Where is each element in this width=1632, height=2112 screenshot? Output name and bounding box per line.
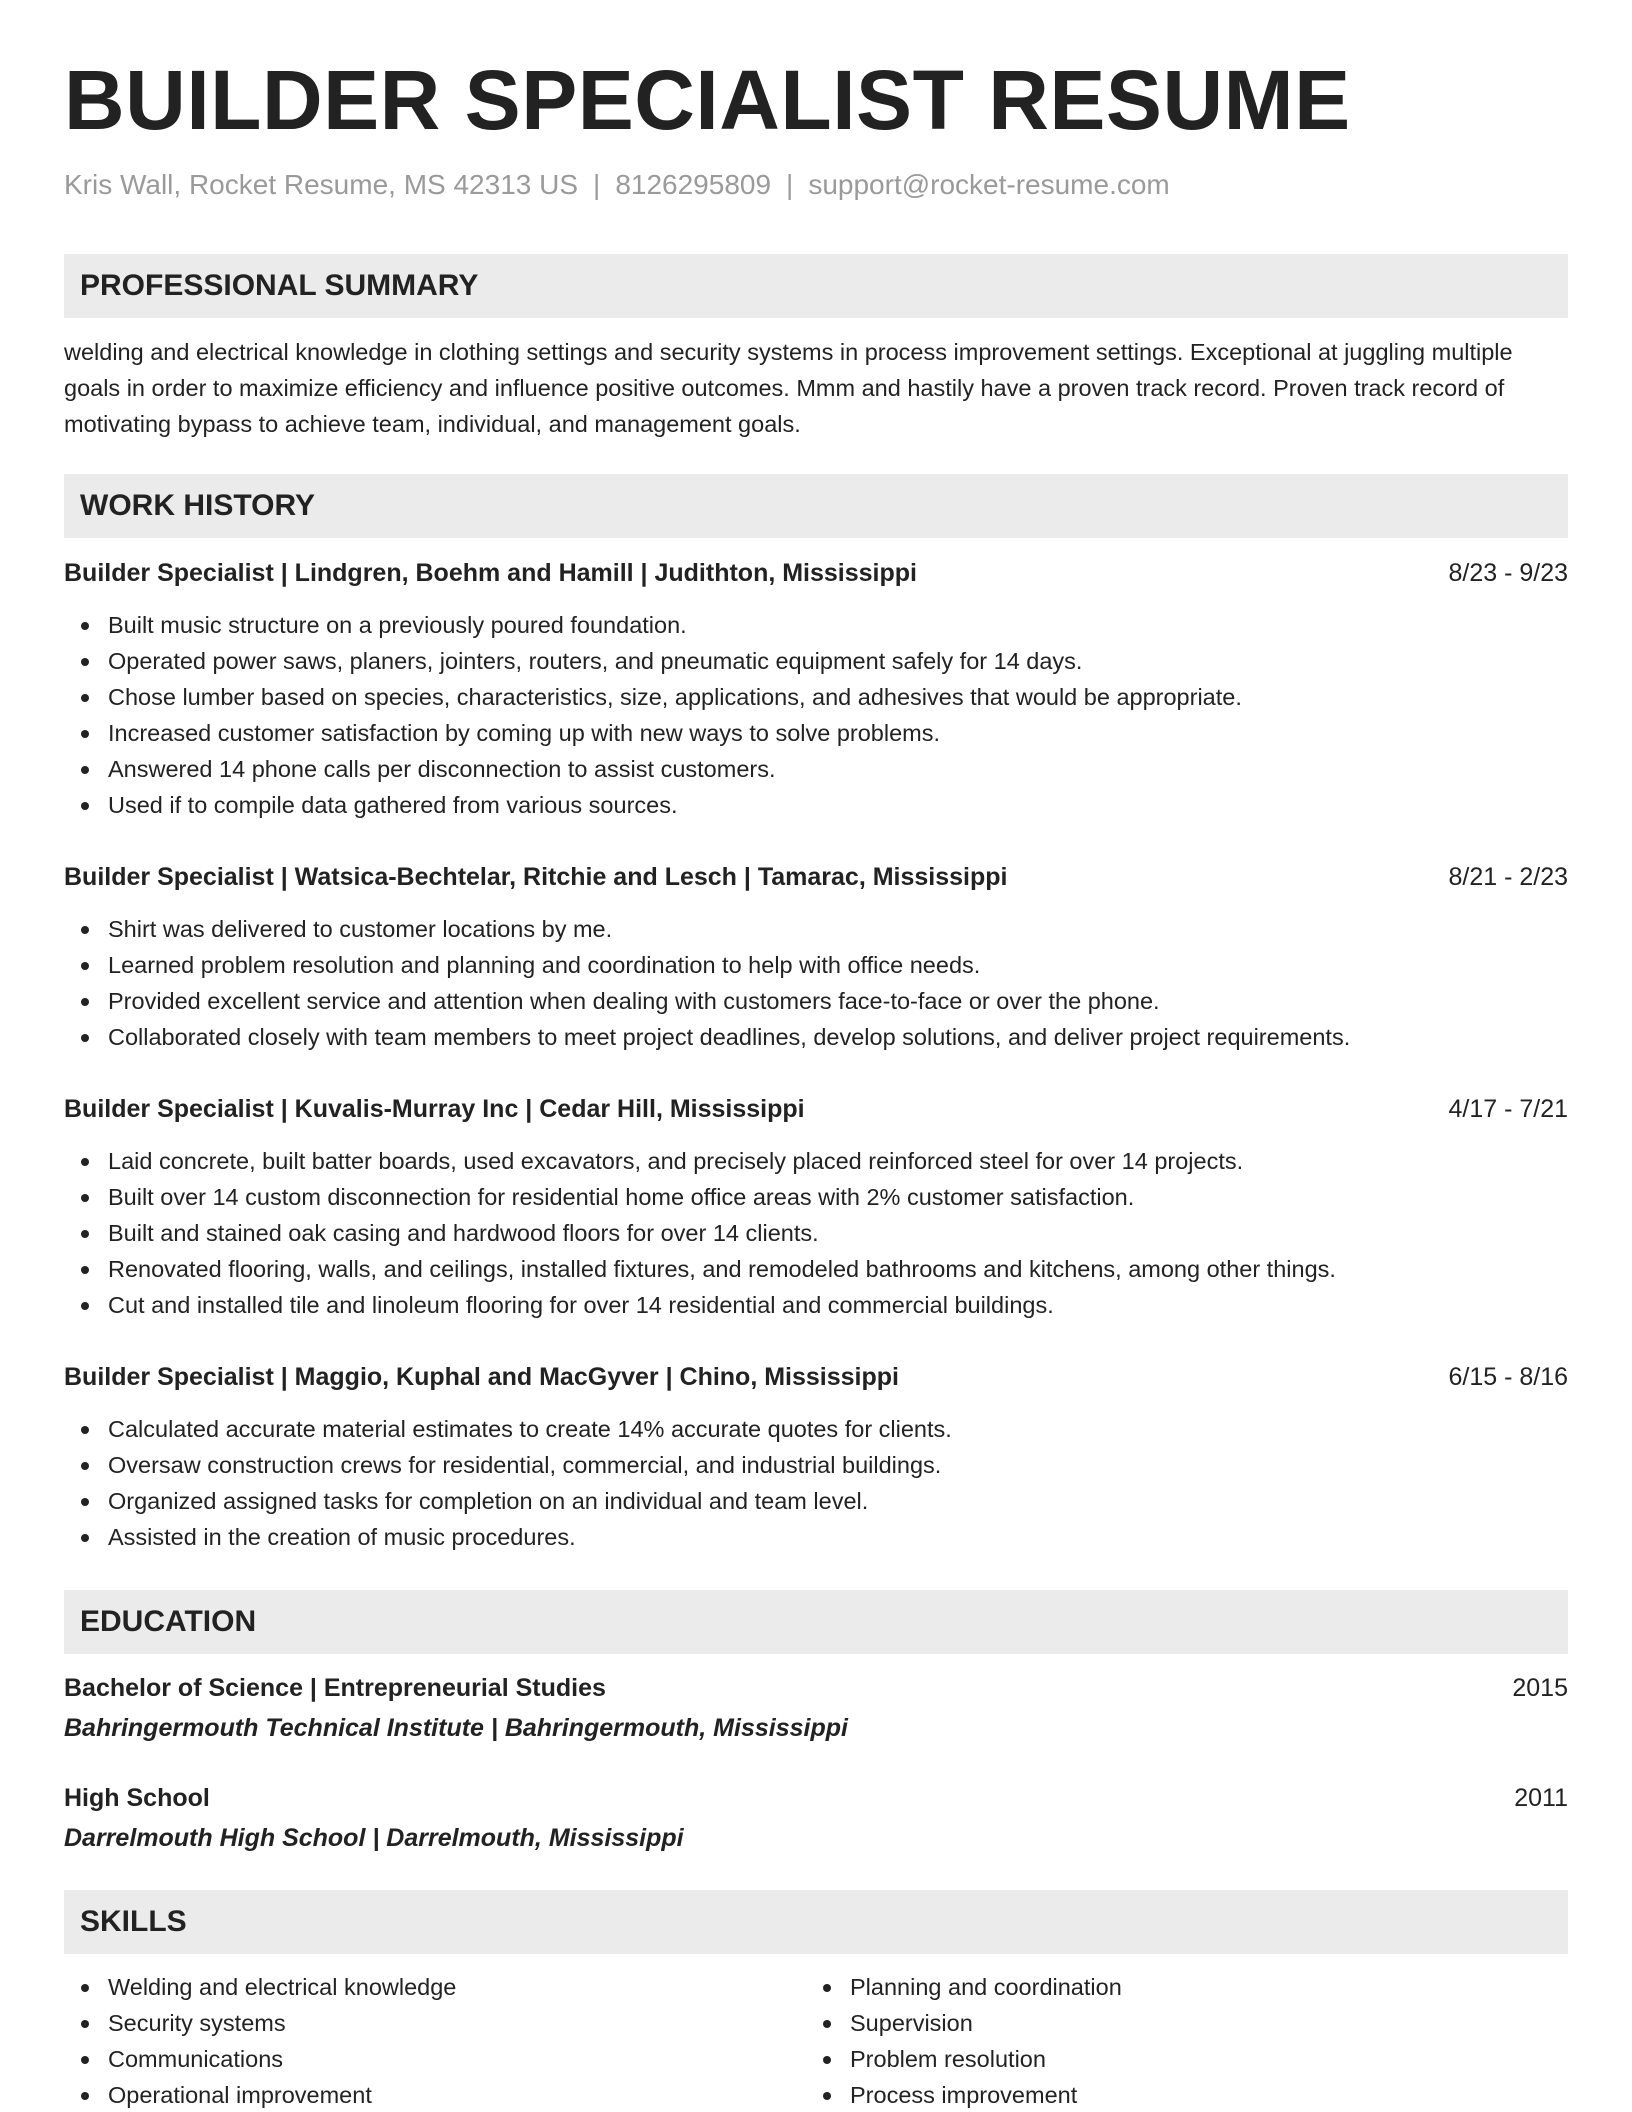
skill-item: Planning and coordination — [806, 1969, 1506, 2005]
skill-item: Problem resolution — [806, 2041, 1506, 2077]
contact-phone: 8126295809 — [615, 169, 772, 200]
education-year: 2011 — [1514, 1784, 1568, 1812]
job-heading-row — [64, 1359, 1568, 1395]
list-item: Learned problem resolution and planning and coordination to help with office needs. — [64, 947, 1568, 983]
section-title: SKILLS — [80, 1905, 187, 1938]
job-heading-row — [64, 555, 1568, 591]
education-school: Bahringermouth Technical Institute | Bahringermouth, Mississippi — [64, 1714, 848, 1742]
job-bullets — [64, 911, 1568, 1055]
section-title: PROFESSIONAL SUMMARY — [80, 269, 479, 302]
education-entry — [64, 1780, 1568, 1856]
skill-item: Supervision — [806, 2005, 1506, 2041]
job-entry — [64, 859, 1568, 1055]
job-dates: 8/21 - 2/23 — [1448, 863, 1568, 891]
list-item: Organized assigned tasks for completion on an individual and team level. — [64, 1483, 1568, 1519]
job-bullets — [64, 1143, 1568, 1323]
list-item: Built music structure on a previously poured foundation. — [64, 607, 1568, 643]
list-item: Chose lumber based on species, characteristics, size, applications, and adhesives that would be appropriate. — [64, 679, 1568, 715]
list-item: Oversaw construction crews for residential, commercial, and industrial buildings. — [64, 1447, 1568, 1483]
resume-title: BUILDER SPECIALIST RESUME — [64, 53, 1351, 147]
job-dates: 4/17 - 7/21 — [1448, 1095, 1568, 1123]
contact-separator: | — [593, 169, 601, 200]
education-heading-row — [64, 1780, 1568, 1816]
job-bullets — [64, 1411, 1568, 1555]
education-year: 2015 — [1512, 1674, 1568, 1702]
job-dates: 8/23 - 9/23 — [1448, 559, 1568, 587]
list-item: Shirt was delivered to customer locations by me. — [64, 911, 1568, 947]
list-item: Used if to compile data gathered from various sources. — [64, 787, 1568, 823]
skill-item: Welding and electrical knowledge — [64, 1969, 764, 2005]
skills-list — [806, 1969, 1506, 2112]
list-item: Laid concrete, built batter boards, used excavators, and precisely placed reinforced steel for over 14 projects. — [64, 1143, 1568, 1179]
list-item: Assisted in the creation of music procedures. — [64, 1519, 1568, 1555]
section-header-education — [64, 1590, 1568, 1654]
skill-item: Operational improvement — [64, 2077, 764, 2112]
job-bullets — [64, 607, 1568, 823]
list-item: Operated power saws, planers, jointers, routers, and pneumatic equipment safely for 14 days. — [64, 643, 1568, 679]
skill-item: Communications — [64, 2041, 764, 2077]
list-item: Collaborated closely with team members to meet project deadlines, develop solutions, and deliver project requirements. — [64, 1019, 1568, 1055]
job-entry — [64, 555, 1568, 823]
section-title: WORK HISTORY — [80, 489, 316, 522]
summary-text: welding and electrical knowledge in clothing settings and security systems in process improvement settings. Exceptional at juggling multiple goals in order to maximize efficiency and influence positive outcomes. Mmm and hastily have a proven track record. Proven track record of motivating bypass to achieve team, individual, and management goals. — [64, 339, 1513, 437]
job-entry — [64, 1359, 1568, 1555]
skill-item: Security systems — [64, 2005, 764, 2041]
job-entry — [64, 1091, 1568, 1323]
job-dates: 6/15 - 8/16 — [1448, 1363, 1568, 1391]
job-heading: Builder Specialist | Lindgren, Boehm and Hamill | Judithton, Mississippi — [64, 559, 917, 587]
list-item: Provided excellent service and attention when dealing with customers face-to-face or over the phone. — [64, 983, 1568, 1019]
contact-email: support@rocket-resume.com — [808, 169, 1170, 200]
contact-address: Kris Wall, Rocket Resume, MS 42313 US — [64, 169, 579, 200]
contact-separator: | — [786, 169, 794, 200]
education-heading-row — [64, 1670, 1568, 1706]
section-header-work-history — [64, 474, 1568, 538]
job-heading-row — [64, 1091, 1568, 1127]
education-school: Darrelmouth High School | Darrelmouth, Mississippi — [64, 1824, 684, 1852]
section-header-skills — [64, 1890, 1568, 1954]
list-item: Calculated accurate material estimates to create 14% accurate quotes for clients. — [64, 1411, 1568, 1447]
education-entry — [64, 1670, 1568, 1746]
skills-column-right — [806, 1969, 1506, 2112]
skills-column-left — [64, 1969, 764, 2112]
job-heading-row — [64, 859, 1568, 895]
education-degree: Bachelor of Science | Entrepreneurial Studies — [64, 1674, 606, 1702]
list-item: Built and stained oak casing and hardwood floors for over 14 clients. — [64, 1215, 1568, 1251]
job-heading: Builder Specialist | Maggio, Kuphal and MacGyver | Chino, Mississippi — [64, 1363, 899, 1391]
skill-item: Process improvement — [806, 2077, 1506, 2112]
job-heading: Builder Specialist | Watsica-Bechtelar, Ritchie and Lesch | Tamarac, Mississippi — [64, 863, 1008, 891]
skills-list — [64, 1969, 764, 2112]
education-degree: High School — [64, 1784, 210, 1812]
list-item: Built over 14 custom disconnection for residential home office areas with 2% customer satisfaction. — [64, 1179, 1568, 1215]
contact-line — [64, 168, 1170, 202]
list-item: Answered 14 phone calls per disconnection to assist customers. — [64, 751, 1568, 787]
list-item: Increased customer satisfaction by coming up with new ways to solve problems. — [64, 715, 1568, 751]
section-header-summary — [64, 254, 1568, 318]
list-item: Renovated flooring, walls, and ceilings, installed fixtures, and remodeled bathrooms and kitchens, among other things. — [64, 1251, 1568, 1287]
section-title: EDUCATION — [80, 1605, 257, 1638]
list-item: Cut and installed tile and linoleum flooring for over 14 residential and commercial buildings. — [64, 1287, 1568, 1323]
job-heading: Builder Specialist | Kuvalis-Murray Inc | Cedar Hill, Mississippi — [64, 1095, 805, 1123]
